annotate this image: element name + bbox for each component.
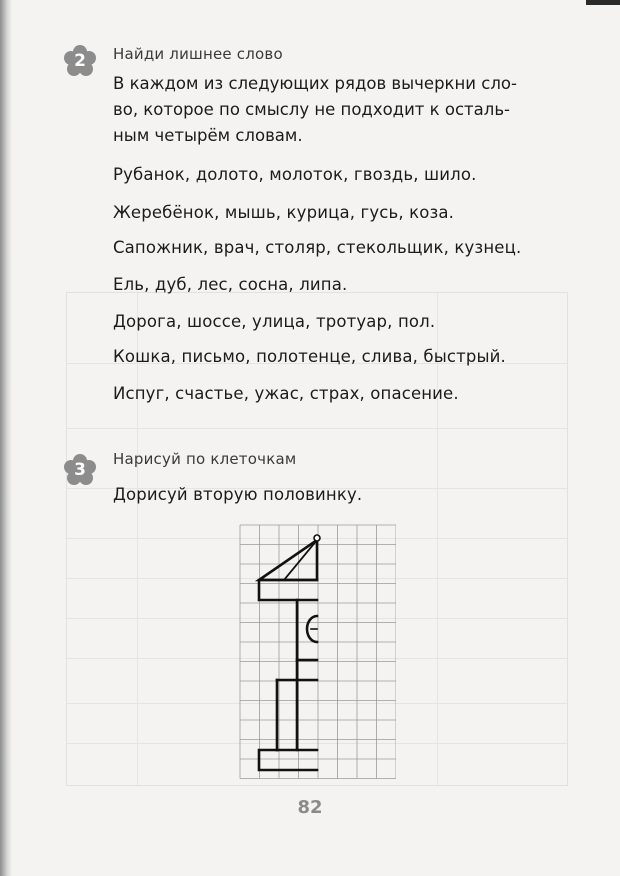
- drawn-half-figure: [259, 535, 320, 770]
- page-binding-edge: [0, 0, 12, 876]
- middle-ledge: [297, 660, 317, 680]
- section-3-title: Нарисуй по клеточкам: [113, 450, 297, 468]
- section-3-badge: [66, 456, 94, 484]
- top-ledge: [259, 580, 317, 600]
- section-2-number: 2: [74, 51, 86, 71]
- section-2-title: Найди лишнее слово: [113, 45, 283, 63]
- instruction-line: во, которое по смыслу не подходит к осталь-: [113, 100, 510, 119]
- word-row: Кошка, письмо, полотенце, слива, быстрый.: [113, 347, 506, 366]
- word-row: Испуг, счастье, ужас, страх, опасение.: [113, 384, 459, 403]
- instruction-line: ным четырём словам.: [113, 126, 303, 145]
- instruction-line: В каждом из следующих рядов вычеркни сло-: [113, 74, 517, 93]
- base-step: [259, 750, 317, 770]
- word-row: Ель, дуб, лес, сосна, липа.: [113, 275, 348, 294]
- spire-knob: [314, 535, 320, 541]
- word-row: Сапожник, врач, столяр, стекольщик, кузнец.: [113, 238, 522, 257]
- word-row: Жеребёнок, мышь, курица, гусь, коза.: [113, 203, 455, 222]
- word-row: Рубанок, долото, молоток, гвоздь, шило.: [113, 165, 477, 184]
- section-3-instruction: Дорисуй вторую половинку.: [113, 485, 363, 504]
- word-row: Дорога, шоссе, улица, тротуар, пол.: [113, 312, 436, 331]
- section-2-badge: [66, 47, 94, 75]
- page-number: 82: [297, 797, 323, 818]
- section-3-number: 3: [74, 460, 86, 480]
- section-2-instruction: [113, 71, 569, 149]
- grid-drawing[interactable]: [238, 520, 396, 792]
- corner-mark: [586, 0, 620, 5]
